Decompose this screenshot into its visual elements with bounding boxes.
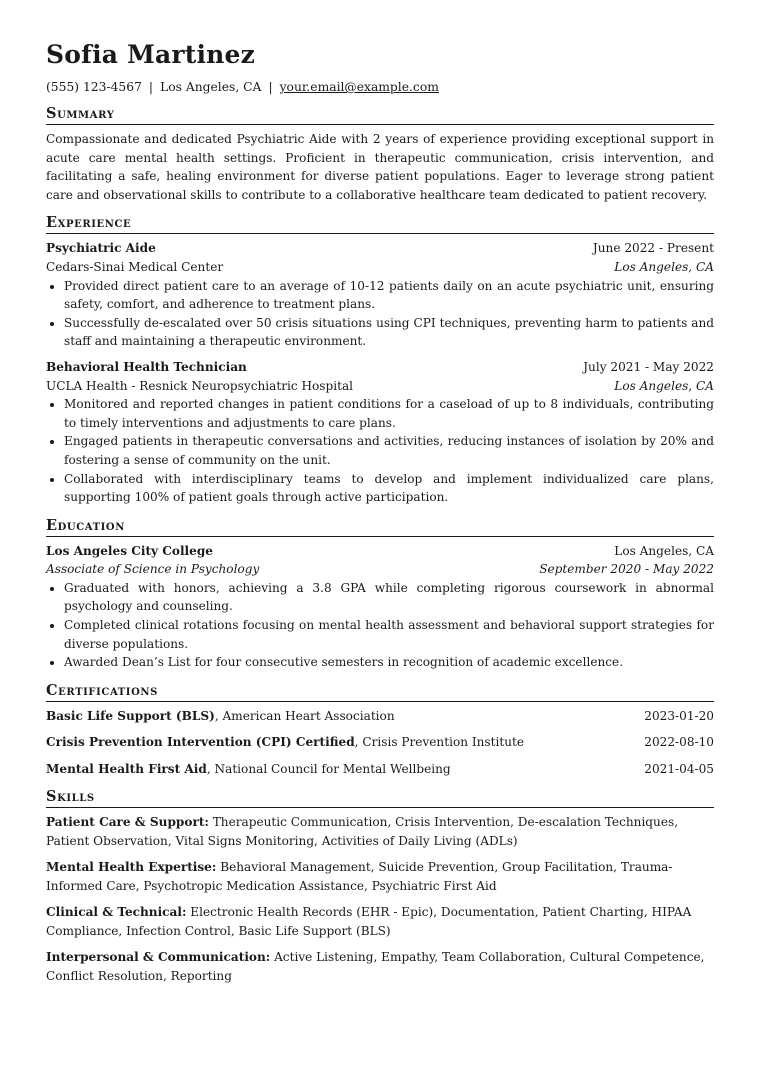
email-link[interactable]: your.email@example.com (279, 80, 439, 94)
education-entry (46, 542, 714, 672)
summary-text: Compassionate and dedicated Psychiatric Aide with 2 years of experience providing exceptional support in acute care mental health settings. Proficient in therapeutic communication, crisis intervention, and facilitating a safe, healing environment for diverse patient populations. Eager to leverage strong patient care and observational skills to contribute to a collaborative healthcare team dedicated to patient recovery. (46, 132, 714, 202)
job-bullets (46, 277, 714, 351)
certification-name: Mental Health First Aid (46, 761, 207, 776)
certification-item (46, 733, 714, 752)
skill-group-label: Mental Health Expertise: (46, 860, 217, 875)
experience-entry (46, 358, 714, 507)
job-org-row (46, 258, 714, 277)
contact-line (46, 79, 714, 95)
experience-section (46, 214, 714, 506)
skill-group (46, 813, 714, 850)
job-location: Los Angeles, CA (614, 378, 714, 393)
summary-section (46, 105, 714, 204)
education-dates: September 2020 - May 2022 (539, 562, 714, 577)
certification-date: 2023-01-20 (644, 708, 714, 723)
certification-date: 2022-08-10 (644, 735, 714, 750)
degree: Associate of Science in Psychology (46, 562, 260, 577)
certifications-section (46, 682, 714, 778)
job-dates: July 2021 - May 2022 (583, 359, 714, 374)
section-title-experience: Experience (46, 214, 714, 234)
skill-group-label: Interpersonal & Communication: (46, 950, 271, 965)
skill-group (46, 903, 714, 940)
skill-group-label: Patient Care & Support: (46, 815, 209, 830)
section-title-education: Education (46, 517, 714, 537)
job-bullets (46, 395, 714, 507)
phone-number: (555) 123-4567 (46, 80, 142, 94)
education-section (46, 517, 714, 672)
bullet-item: • Collaborated with interdisciplinary teams to develop and implement individualized care plans, supporting 100% of patient goals through active participation. (64, 470, 714, 507)
section-title-certifications: Certifications (46, 682, 714, 702)
job-header-row (46, 358, 714, 377)
job-location: Los Angeles, CA (614, 259, 714, 274)
job-dates: June 2022 - Present (592, 241, 714, 256)
contact-separator: | (268, 80, 273, 94)
certification-name: Crisis Prevention Intervention (CPI) Certified (46, 735, 355, 750)
candidate-name: Sofia Martinez (46, 40, 256, 69)
certification-date: 2021-04-05 (644, 761, 714, 776)
job-header-row (46, 239, 714, 258)
certification-item (46, 760, 714, 779)
certification-issuer: , Crisis Prevention Institute (354, 735, 525, 750)
skill-group (46, 948, 714, 985)
job-organization: UCLA Health - Resnick Neuropsychiatric Hospital (46, 378, 354, 393)
job-title: Behavioral Health Technician (46, 359, 247, 374)
certification-issuer: , American Heart Association (214, 708, 395, 723)
degree-row (46, 560, 714, 579)
job-organization: Cedars-Sinai Medical Center (46, 259, 224, 274)
contact-separator: | (148, 80, 154, 94)
bullet-item: • Engaged patients in therapeutic conversations and activities, reducing instances of isolation by 20% and fostering a sense of community on the unit. (64, 432, 714, 469)
school-location: Los Angeles, CA (614, 543, 714, 558)
certification-name: Basic Life Support (BLS) (46, 708, 215, 723)
section-title-skills: Skills (46, 788, 714, 808)
education-bullets (46, 579, 714, 672)
experience-entry (46, 239, 714, 351)
skill-group-text: Therapeutic Communication, Crisis Intervention, De-escalation Techniques, Patient Observation, Vital Signs Monitoring, Activities of Daily Living (ADLs) (46, 815, 679, 848)
skill-group-label: Clinical & Technical: (46, 905, 187, 920)
bullet-item: • Graduated with honors, achieving a 3.8 GPA while completing rigorous coursework in abnormal psychology and counseling. (64, 579, 714, 616)
school-name: Los Angeles City College (46, 543, 213, 558)
skill-group (46, 858, 714, 895)
bullet-item: • Completed clinical rotations focusing on mental health assessment and behavioral support strategies for diverse populations. (64, 616, 714, 653)
job-org-row (46, 377, 714, 396)
bullet-item: • Awarded Dean’s List for four consecutive semesters in recognition of academic excellence. (64, 653, 714, 672)
skill-group-text: Behavioral Management, Suicide Prevention, Group Facilitation, Trauma-Informed Care, Psychotropic Medication Assistance, Psychiatric First Aid (46, 860, 673, 893)
job-title: Psychiatric Aide (46, 241, 156, 256)
skill-group-text: Active Listening, Empathy, Team Collaboration, Cultural Competence, Conflict Resolution, Reporting (46, 950, 705, 983)
location: Los Angeles, CA (160, 80, 262, 94)
section-title-summary: Summary (46, 105, 714, 125)
bullet-item: • Monitored and reported changes in patient conditions for a caseload of up to 8 individuals, contributing to timely interventions and adjustments to care plans. (64, 395, 714, 432)
skills-section (46, 788, 714, 985)
school-row (46, 542, 714, 561)
bullet-item: • Provided direct patient care to an average of 10-12 patients daily on an acute psychiatric unit, ensuring safety, comfort, and adherence to treatment plans. (64, 277, 714, 314)
certification-item (46, 707, 714, 726)
bullet-item: • Successfully de-escalated over 50 crisis situations using CPI techniques, preventing harm to patients and staff and maintaining a therapeutic environment. (64, 314, 714, 351)
certification-issuer: , National Council for Mental Wellbeing (206, 761, 451, 776)
skill-group-text: Electronic Health Records (EHR - Epic), Documentation, Patient Charting, HIPAA Compliance, Infection Control, Basic Life Support (BLS) (46, 905, 692, 938)
